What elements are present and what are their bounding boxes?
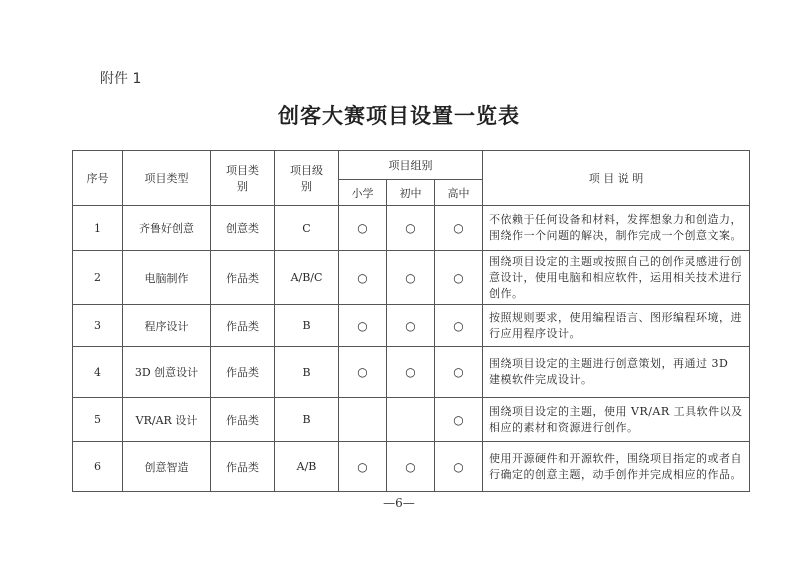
row-seq: 2 (73, 251, 123, 305)
row-type: 3D 创意设计 (123, 347, 211, 398)
row-level: C (275, 206, 339, 251)
row-type: 创意智造 (123, 442, 211, 492)
row-seq: 5 (73, 398, 123, 442)
row-seq: 3 (73, 305, 123, 347)
header-level: 项目级别 (275, 151, 339, 206)
row-junior: ○ (387, 305, 435, 347)
row-category: 作品类 (211, 398, 275, 442)
row-category: 作品类 (211, 442, 275, 492)
row-senior: ○ (435, 206, 483, 251)
row-junior: ○ (387, 206, 435, 251)
header-desc: 项 目 说 明 (483, 151, 750, 206)
row-desc: 使用开源硬件和开源软件，围绕项目指定的或者自行确定的创意主题，动手创作并完成相应的作品。 (483, 442, 750, 492)
header-primary: 小学 (339, 180, 387, 206)
page-title: 创客大赛项目设置一览表 (278, 103, 520, 128)
row-category: 创意类 (211, 206, 275, 251)
row-seq: 6 (73, 442, 123, 492)
row-junior: ○ (387, 442, 435, 492)
row-category: 作品类 (211, 347, 275, 398)
row-seq: 4 (73, 347, 123, 398)
row-category: 作品类 (211, 251, 275, 305)
header-senior: 高中 (435, 180, 483, 206)
row-level: B (275, 305, 339, 347)
header-category: 项目类别 (211, 151, 275, 206)
row-desc: 不依赖于任何设备和材料，发挥想象力和创造力，围绕作一个问题的解决，制作完成一个创意文案。 (483, 206, 750, 251)
row-level: A/B (275, 442, 339, 492)
header-group: 项目组别 (339, 151, 483, 180)
table-row (73, 251, 750, 305)
attachment-label: 附件 1 (100, 71, 142, 87)
table-row (73, 442, 750, 492)
row-desc: 围绕项目设定的主题或按照自己的创作灵感进行创意设计，使用电脑和相应软件，运用相关技术进行创作。 (483, 251, 750, 305)
row-primary: ○ (339, 347, 387, 398)
row-senior: ○ (435, 305, 483, 347)
row-senior: ○ (435, 251, 483, 305)
row-primary: ○ (339, 305, 387, 347)
page-number: —6— (383, 496, 415, 510)
table-row (73, 347, 750, 398)
row-junior (387, 398, 435, 442)
header-junior: 初中 (387, 180, 435, 206)
row-level: B (275, 398, 339, 442)
row-seq: 1 (73, 206, 123, 251)
row-senior: ○ (435, 347, 483, 398)
row-type: 齐鲁好创意 (123, 206, 211, 251)
row-level: A/B/C (275, 251, 339, 305)
row-primary: ○ (339, 251, 387, 305)
row-desc: 围绕项目设定的主题进行创意策划，再通过 3D 建模软件完成设计。 (483, 347, 750, 398)
row-level: B (275, 347, 339, 398)
row-senior: ○ (435, 442, 483, 492)
row-junior: ○ (387, 347, 435, 398)
row-primary: ○ (339, 442, 387, 492)
row-type: 电脑制作 (123, 251, 211, 305)
row-type: VR/AR 设计 (123, 398, 211, 442)
row-primary: ○ (339, 206, 387, 251)
table-row (73, 398, 750, 442)
row-desc: 围绕项目设定的主题，使用 VR/AR 工具软件以及相应的素材和资源进行创作。 (483, 398, 750, 442)
header-seq: 序号 (73, 151, 123, 206)
row-type: 程序设计 (123, 305, 211, 347)
row-category: 作品类 (211, 305, 275, 347)
project-table (72, 150, 750, 492)
table-row (73, 206, 750, 251)
header-type: 项目类型 (123, 151, 211, 206)
table-row (73, 305, 750, 347)
row-desc: 按照规则要求，使用编程语言、图形编程环境，进行应用程序设计。 (483, 305, 750, 347)
row-primary (339, 398, 387, 442)
row-junior: ○ (387, 251, 435, 305)
row-senior: ○ (435, 398, 483, 442)
